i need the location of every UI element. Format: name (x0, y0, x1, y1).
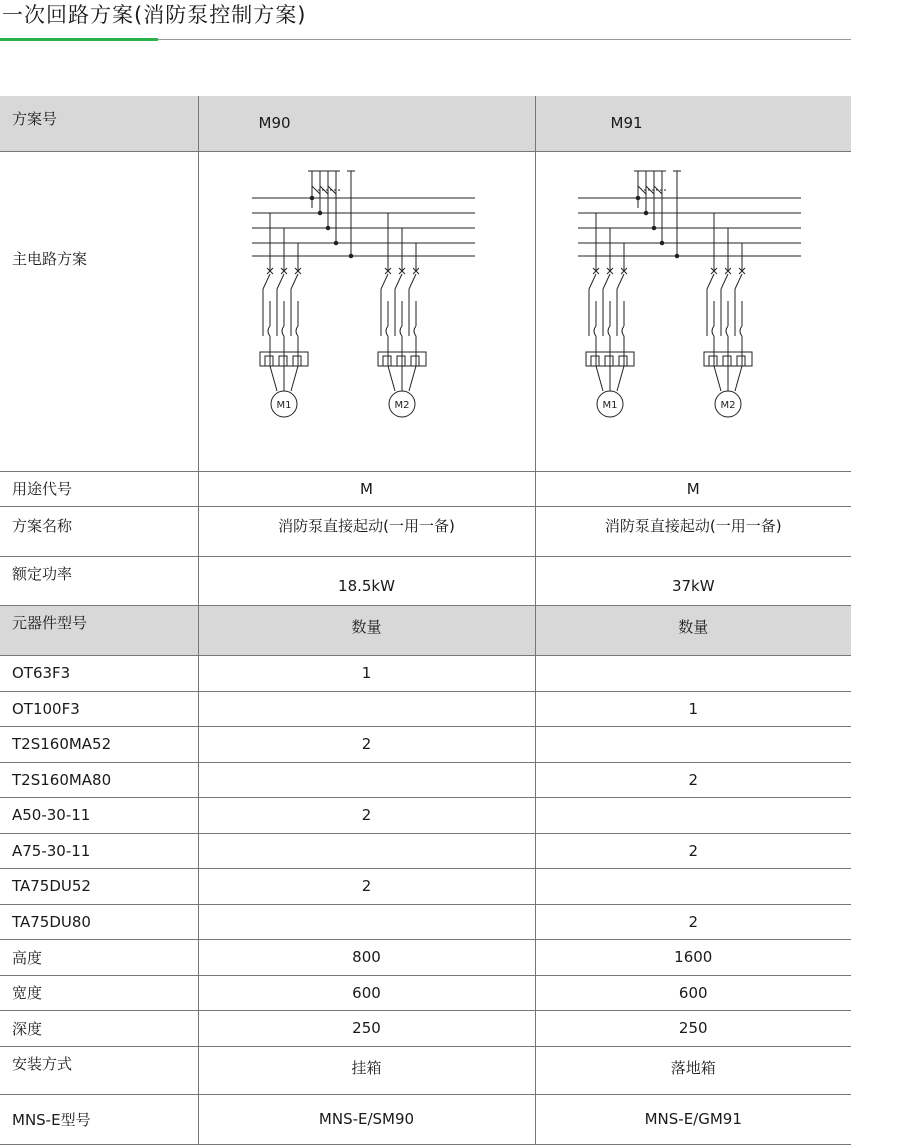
table-row (0, 868, 851, 904)
input-feeder-lines (634, 171, 668, 208)
label-scheme-no: 方案号 (0, 96, 198, 151)
value-scheme-no-m90: M90 (198, 96, 535, 151)
value-usage-code-m91: M (535, 471, 851, 506)
busbars (578, 198, 801, 256)
value-install-m90: 挂箱 (198, 1046, 535, 1094)
component-model: A75-30-11 (0, 833, 198, 868)
title-accent-bar (0, 38, 158, 41)
component-qty-m91: 2 (535, 904, 851, 939)
scheme-table (0, 96, 851, 1145)
value-height-m90: 800 (198, 939, 535, 975)
component-qty-m90 (198, 833, 535, 868)
value-scheme-name-m91: 消防泵直接起动(一用一备) (535, 506, 851, 556)
table-row (0, 762, 851, 797)
value-width-m91: 600 (535, 975, 851, 1010)
table-row (0, 691, 851, 726)
component-qty-m90: 2 (198, 868, 535, 904)
component-qty-m90 (198, 904, 535, 939)
component-qty-m90: 2 (198, 726, 535, 762)
row-component-header (0, 605, 851, 655)
table-row (0, 904, 851, 939)
component-model: OT100F3 (0, 691, 198, 726)
component-qty-m91: 2 (535, 833, 851, 868)
branch-m1 (586, 213, 634, 417)
row-install (0, 1046, 851, 1094)
component-model: OT63F3 (0, 655, 198, 691)
component-qty-m91 (535, 797, 851, 833)
table-row (0, 655, 851, 691)
value-rated-power-m91: 37kW (535, 556, 851, 605)
circuit-diagram-m91 (535, 151, 851, 471)
page-title: 一次回路方案(消防泵控制方案) (2, 3, 307, 27)
component-qty-m91: 2 (535, 762, 851, 797)
component-model: TA75DU80 (0, 904, 198, 939)
value-width-m90: 600 (198, 975, 535, 1010)
busbars (252, 198, 475, 256)
label-depth: 深度 (0, 1010, 198, 1046)
row-scheme-name (0, 506, 851, 556)
component-qty-m90 (198, 762, 535, 797)
value-usage-code-m90: M (198, 471, 535, 506)
motor-label-m90-m2: M2 (394, 400, 409, 411)
component-model: A50-30-11 (0, 797, 198, 833)
value-depth-m91: 250 (535, 1010, 851, 1046)
row-rated-power (0, 556, 851, 605)
feeder-drops (310, 171, 355, 258)
branch-m1 (260, 213, 308, 417)
value-rated-power-m90: 18.5kW (198, 556, 535, 605)
row-mns-model (0, 1094, 851, 1144)
component-qty-m91 (535, 726, 851, 762)
label-component-model: 元器件型号 (0, 605, 198, 655)
circuit-svg-m91 (573, 166, 813, 456)
header-quantity-m90: 数量 (198, 605, 535, 655)
component-qty-m91 (535, 655, 851, 691)
input-feeder-lines (308, 171, 342, 208)
component-qty-m90: 2 (198, 797, 535, 833)
value-scheme-name-m90: 消防泵直接起动(一用一备) (198, 506, 535, 556)
motor-label-m91-m2: M2 (720, 400, 736, 411)
value-depth-m90: 250 (198, 1010, 535, 1046)
value-height-m91: 1600 (535, 939, 851, 975)
label-install: 安装方式 (0, 1046, 198, 1094)
row-scheme-no (0, 96, 851, 151)
circuit-svg-m90 (247, 166, 487, 456)
component-model: TA75DU52 (0, 868, 198, 904)
row-usage-code (0, 471, 851, 506)
label-usage-code: 用途代号 (0, 471, 198, 506)
label-scheme-name: 方案名称 (0, 506, 198, 556)
value-scheme-no-m91: M91 (535, 96, 851, 151)
circuit-diagram-m90 (198, 151, 535, 471)
row-depth (0, 1010, 851, 1046)
header-quantity-m91: 数量 (535, 605, 851, 655)
feeder-drops (636, 171, 681, 258)
value-mns-model-m91: MNS-E/GM91 (535, 1094, 851, 1144)
label-main-circuit: 主电路方案 (0, 151, 198, 471)
row-width (0, 975, 851, 1010)
table-row (0, 726, 851, 762)
component-qty-m90 (198, 691, 535, 726)
motor-label-m91-m1: M1 (602, 400, 618, 411)
row-main-circuit (0, 151, 851, 471)
label-mns-model: MNS-E型号 (0, 1094, 198, 1144)
branch-m2 (378, 213, 426, 417)
row-height (0, 939, 851, 975)
component-qty-m90: 1 (198, 655, 535, 691)
value-install-m91: 落地箱 (535, 1046, 851, 1094)
table-row (0, 797, 851, 833)
table-row (0, 833, 851, 868)
motor-label-m90-m1: M1 (276, 400, 291, 411)
component-qty-m91: 1 (535, 691, 851, 726)
component-model: T2S160MA52 (0, 726, 198, 762)
value-mns-model-m90: MNS-E/SM90 (198, 1094, 535, 1144)
branch-m2 (704, 213, 752, 417)
label-height: 高度 (0, 939, 198, 975)
component-model: T2S160MA80 (0, 762, 198, 797)
component-qty-m91 (535, 868, 851, 904)
label-width: 宽度 (0, 975, 198, 1010)
label-rated-power: 额定功率 (0, 556, 198, 605)
